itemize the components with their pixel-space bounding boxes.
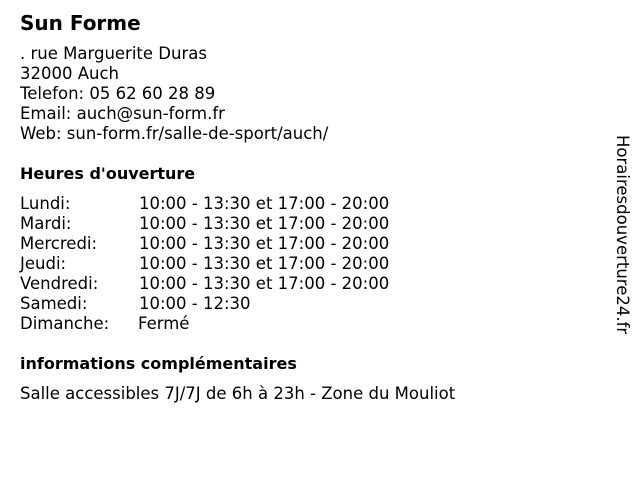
day-hours: 10:00 - 13:30 et 17:00 - 20:00 <box>139 274 390 293</box>
additional-info-heading: informations complémentaires <box>20 354 297 373</box>
address-block <box>20 44 328 144</box>
phone-number: Telefon: 05 62 60 28 89 <box>20 84 216 103</box>
day-hours: 10:00 - 13:30 et 17:00 - 20:00 <box>139 214 390 233</box>
city: 32000 Auch <box>20 64 120 83</box>
day-label: Lundi: <box>20 194 71 213</box>
email-address: Email: auch@sun-form.fr <box>20 104 225 123</box>
day-label: Mardi: <box>20 214 72 233</box>
site-watermark: Horairesdouverture24.fr <box>613 135 632 335</box>
day-hours: 10:00 - 13:30 et 17:00 - 20:00 <box>139 254 390 273</box>
day-hours: 10:00 - 13:30 et 17:00 - 20:00 <box>139 194 390 213</box>
street-address: . rue Marguerite Duras <box>20 44 207 63</box>
day-label: Samedi: <box>20 294 88 313</box>
day-label: Vendredi: <box>20 274 99 293</box>
opening-hours-heading: Heures d'ouverture <box>20 164 196 183</box>
day-label: Jeudi: <box>20 254 67 273</box>
additional-info-text: Salle accessibles 7J/7J de 6h à 23h - Zone du Mouliot <box>20 384 456 403</box>
day-hours: Fermé <box>138 314 190 333</box>
business-title: Sun Forme <box>20 11 141 35</box>
website: Web: sun-form.fr/salle-de-sport/auch/ <box>20 124 329 143</box>
day-hours: 10:00 - 12:30 <box>139 294 251 313</box>
day-hours: 10:00 - 13:30 et 17:00 - 20:00 <box>139 234 390 253</box>
day-label: Mercredi: <box>20 234 98 253</box>
day-label: Dimanche: <box>20 314 110 333</box>
